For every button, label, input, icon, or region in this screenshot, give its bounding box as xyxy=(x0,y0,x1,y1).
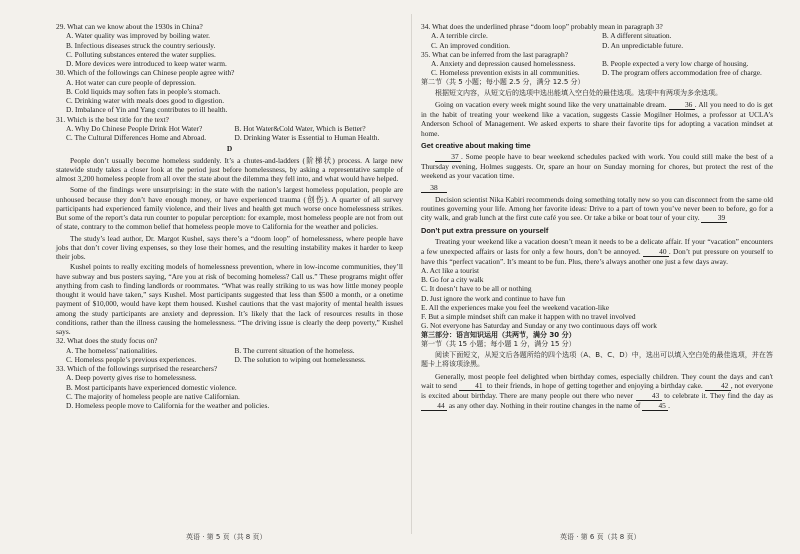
choice: F. But a simple mindset shift can make it happen with no travel involved xyxy=(421,312,636,321)
option: C. The majority of homeless people are native Californian. xyxy=(66,391,240,401)
option: B. People expected a very low charge of housing. xyxy=(602,59,749,68)
section-2-instruction: 根据短文内容，从短文后的选项中选出能填入空白处的最佳选项。选项中有两项为多余选项。 xyxy=(435,88,722,97)
passage-paragraph: Going on vacation every week might sound like the very unattainable dream. 36 . All you need to do is get in the habit of treating your weekend like a vacation, suggests Cassie Mogilner Holmes, a professor at UCLA’s Anderson School of Management. We asked experts to share their favorite tips for adopting a vacation mindset at home. xyxy=(421,100,773,138)
part-3-instruction: 阅读下面短文，从短文后各题所给的四个选项（A、B、C、D）中，选出可以填入空白处的最佳选项，并在答题卡上将该项涂黑。 xyxy=(421,351,773,369)
question-33 xyxy=(56,364,403,410)
question-stem: 33. Which of the followings surprised the researchers? xyxy=(56,364,218,373)
passage-paragraph: The study’s lead author, Dr. Margot Kushel, says there’s a “doom loop” of homelessness, where people have jobs that don’t cover living expenses, so they lose their homes, and the resulting instability makes it harder to keep their jobs. xyxy=(56,233,403,261)
choice: G. Not everyone has Saturday and Sunday or any two continuous days off work xyxy=(421,321,657,331)
choice-list xyxy=(421,266,773,331)
question-stem: 29. What can we know about the 1930s in China? xyxy=(56,22,203,31)
option: A. The homeless’ nationalities. xyxy=(66,345,158,355)
text: to celebrate it. They find the day as xyxy=(664,390,773,400)
blank-45[interactable]: 45 xyxy=(642,402,668,411)
option: C. Polluting substances entered the water supplies. xyxy=(66,49,216,59)
question-stem: 31. Which is the best title for the text? xyxy=(56,114,169,124)
page-footer-left: 英语 · 第 5 页（共 8 页） xyxy=(186,533,267,541)
passage-paragraph: Treating your weekend like a vacation doesn’t mean it needs to be a delicate affair. If your “vacation” encounters a few unexpected affairs or lasts for only a few hours, don’t be annoyed. 40 . Don’t put pressure on yourself to have this “perfect vacation”. It’s meant to be fun. Plus, there’s always another one just a few days away. xyxy=(421,237,773,266)
blank-41[interactable]: 41 xyxy=(459,382,485,391)
text: Don’t put pressure on yourself to have this “perfect vacation”. It’s meant to be fun. Plus, there’s always another one just a few days away. xyxy=(421,246,773,266)
option: C. Homeless people’s previous experiences. xyxy=(66,354,197,364)
passage-label: D xyxy=(226,144,233,154)
choice: D. Just ignore the work and continue to have fun xyxy=(421,293,566,303)
option: A. Deep poverty gives rise to homelessness. xyxy=(66,373,197,383)
option: D. The solution to wiping out homelessness. xyxy=(234,354,366,364)
blank-38[interactable]: 38 xyxy=(421,184,447,193)
option: A. Hot water can cure people of depression. xyxy=(66,77,196,87)
option: C. The Cultural Differences Home and Abroad. xyxy=(66,133,207,142)
right-column xyxy=(421,22,773,411)
question-29 xyxy=(56,22,403,68)
text: Some people have to bear weekend schedules packed with work. You could still make the best of a Thursday evening, Holmes suggests. Or, spare an hour on Sunday morning for chores, but protect the rest of the weekend as your vacation time. xyxy=(421,152,774,181)
text: , not everyone is excited about birthday. There are many people out there who never xyxy=(421,380,773,400)
option: D. Drinking Water is Essential to Human Health. xyxy=(234,133,380,142)
choice: B. Go for a city walk xyxy=(421,275,484,284)
option: A. Water quality was improved by boiling water. xyxy=(66,31,210,41)
text: Decision scientist Nika Kabiri recommends doing something totally new so you can disconnect from the same old routines governing your life. Among her favorite ideas: Drive to a part of town you’ve never been to before, go for a city walk, and grab lunch at the first cute café you see. Or take a bike or boat tour of your city. xyxy=(421,194,773,222)
text: Going on vacation every week might sound like the very unattainable dream. xyxy=(435,100,667,109)
option: C. Drinking water with meals does good to digestion. xyxy=(66,96,225,105)
option: B. Most participants have experienced domestic violence. xyxy=(66,382,237,392)
section-2-title: 第二节（共 5 小题；每小题 2.5 分，满分 12.5 分） xyxy=(421,77,585,86)
passage-d xyxy=(56,144,403,336)
blank-40[interactable]: 40 xyxy=(643,248,669,257)
part-3-title: 第三部分：语言知识运用（共两节，满分 30 分） xyxy=(421,330,576,339)
question-32 xyxy=(56,336,403,364)
text: Treating your weekend like a vacation doesn’t mean it needs to be a delicate affair. If your “vacation” encounters a few unexpected affairs or lasts for only a few hours, don’t be annoyed. xyxy=(421,237,773,256)
subheading: Don’t put extra pressure on yourself xyxy=(421,226,549,235)
question-31 xyxy=(56,115,403,143)
question-34 xyxy=(421,22,773,50)
page-footer-right: 英语 · 第 6 页（共 8 页） xyxy=(560,533,641,541)
option: D. Imbalance of Yin and Yang contributes to ill health. xyxy=(66,105,228,115)
question-stem: 30. Which of the followings can Chinese people agree with? xyxy=(56,68,235,78)
blank-39[interactable]: 39 xyxy=(701,214,727,223)
blank-42[interactable]: 42 xyxy=(705,382,731,391)
subheading: Get creative about making time xyxy=(421,140,531,150)
option: A. A terrible circle. xyxy=(431,31,488,41)
text: Generally, most people feel delighted when birthday comes, especially children. They count the days and can't wait to send xyxy=(421,371,773,390)
passage-paragraph xyxy=(421,372,773,411)
option: B. A different situation. xyxy=(602,31,672,41)
option: B. The current situation of the homeless. xyxy=(234,345,355,355)
passage-paragraph: 37 . Some people have to bear weekend schedules packed with work. You could still make the best of a Thursday evening, Holmes suggests. Or, spare an hour on Sunday morning for chores, but protect the rest of the weekend as your vacation time. xyxy=(421,152,774,181)
option: C. Homeless prevention exists in all communities. xyxy=(431,68,580,78)
passage-paragraph xyxy=(421,195,773,224)
part-3-subtitle: 第一节（共 15 小题；每小题 1 分，满分 15 分） xyxy=(421,339,576,348)
choice: C. It doesn’t have to be all or nothing xyxy=(421,284,532,294)
option: B. Hot Water&Cold Water, Which is Better? xyxy=(234,123,366,133)
blank-44[interactable]: 44 xyxy=(421,402,447,411)
option: A. Anxiety and depression caused homelessness. xyxy=(431,59,576,68)
blank-38-line xyxy=(421,183,773,193)
passage-paragraph: People don’t usually become homeless suddenly. It’s a chutes-and-ladders (阶梯状) process. A large new statewide study takes a closer look at the period just before homelessness, by asking a representative sample of almost 3,200 homeless people from all over the state about the dilemma they fell into, and what would have helped. xyxy=(56,155,403,183)
text: to their friends, in hope of getting together and enjoying a birthday cake. xyxy=(486,380,703,390)
option: D. More devices were introduced to keep water warm. xyxy=(66,59,227,68)
blank-43[interactable]: 43 xyxy=(636,392,662,401)
option: D. The program offers accommodation free of charge. xyxy=(602,68,762,78)
page-divider xyxy=(411,14,412,534)
option: C. An improved condition. xyxy=(431,40,511,50)
left-column xyxy=(56,22,403,410)
option: D. An unpredictable future. xyxy=(602,40,684,50)
choice: E. All the experiences make you feel the weekend vacation-like xyxy=(421,302,609,312)
blank-36[interactable]: 36 xyxy=(669,101,695,110)
question-stem: 32. What does the study focus on? xyxy=(56,336,158,346)
option: A. Why Do Chinese People Drink Hot Water? xyxy=(66,123,203,133)
question-stem: 35. What can be inferred from the last paragraph? xyxy=(421,49,568,59)
passage-paragraph: Some of the findings were unsurprising: in the state with the nation’s largest homeless population, people are unhoused because they don’t have enough money, or have experienced trauma (创伤). A quarter of all survey participants had experienced family violence, and their lives and health get much worse once homelessness strikes. But some of the report’s data run counter to popular perception: for example, most homeless people are not from out of state, contrary to the common belief that homeless people move to California for the weather and policies. xyxy=(56,185,403,232)
text: as any other day. Nothing in their routine changes in the name of xyxy=(448,400,641,410)
choice: A. Act like a tourist xyxy=(421,265,480,275)
question-35 xyxy=(421,50,773,78)
option: B. Cold liquids may soften fats in people’s stomach. xyxy=(66,86,221,96)
question-30 xyxy=(56,68,403,114)
blank-37[interactable]: 37 xyxy=(435,153,461,162)
text: . xyxy=(668,400,670,410)
passage-paragraph: Kushel points to really exciting models of homelessness prevention, where in low-income communities, they’ll have subway and bus posters saying, “Are you at risk of becoming homeless? Call us.” These programs might offer anything from cash to finding landlords or roommates. “What was really striking to us was how little money people thought it would have taken,” says Kushel. Most participants suggested that less than $500 a month, or a onetime payment of $10,000, would have kept them housed. Kushel cautions that the vast majority of mental health issues among the study participants are anxiety and depression. It’s likely that the lack of resources results in those conditions, rather than the illness causing the homelessness. “The driving issue is clearly the deep poverty,” Kushel says. xyxy=(56,262,403,336)
question-stem: 34. What does the underlined phrase “doom loop” probably mean in paragraph 3? xyxy=(421,22,663,31)
option: D. Homeless people move to California for the weather and policies. xyxy=(66,401,270,410)
text: All you need to do is get in the habit of treating your weekend like a vacation, suggests Cassie Mogilner Holmes, a professor at UCLA’s Anderson School of Management. We asked experts to share their favorite tips for adopting a vacation mindset at home. xyxy=(421,100,773,138)
option: B. Infectious diseases struck the country seriously. xyxy=(66,40,216,50)
